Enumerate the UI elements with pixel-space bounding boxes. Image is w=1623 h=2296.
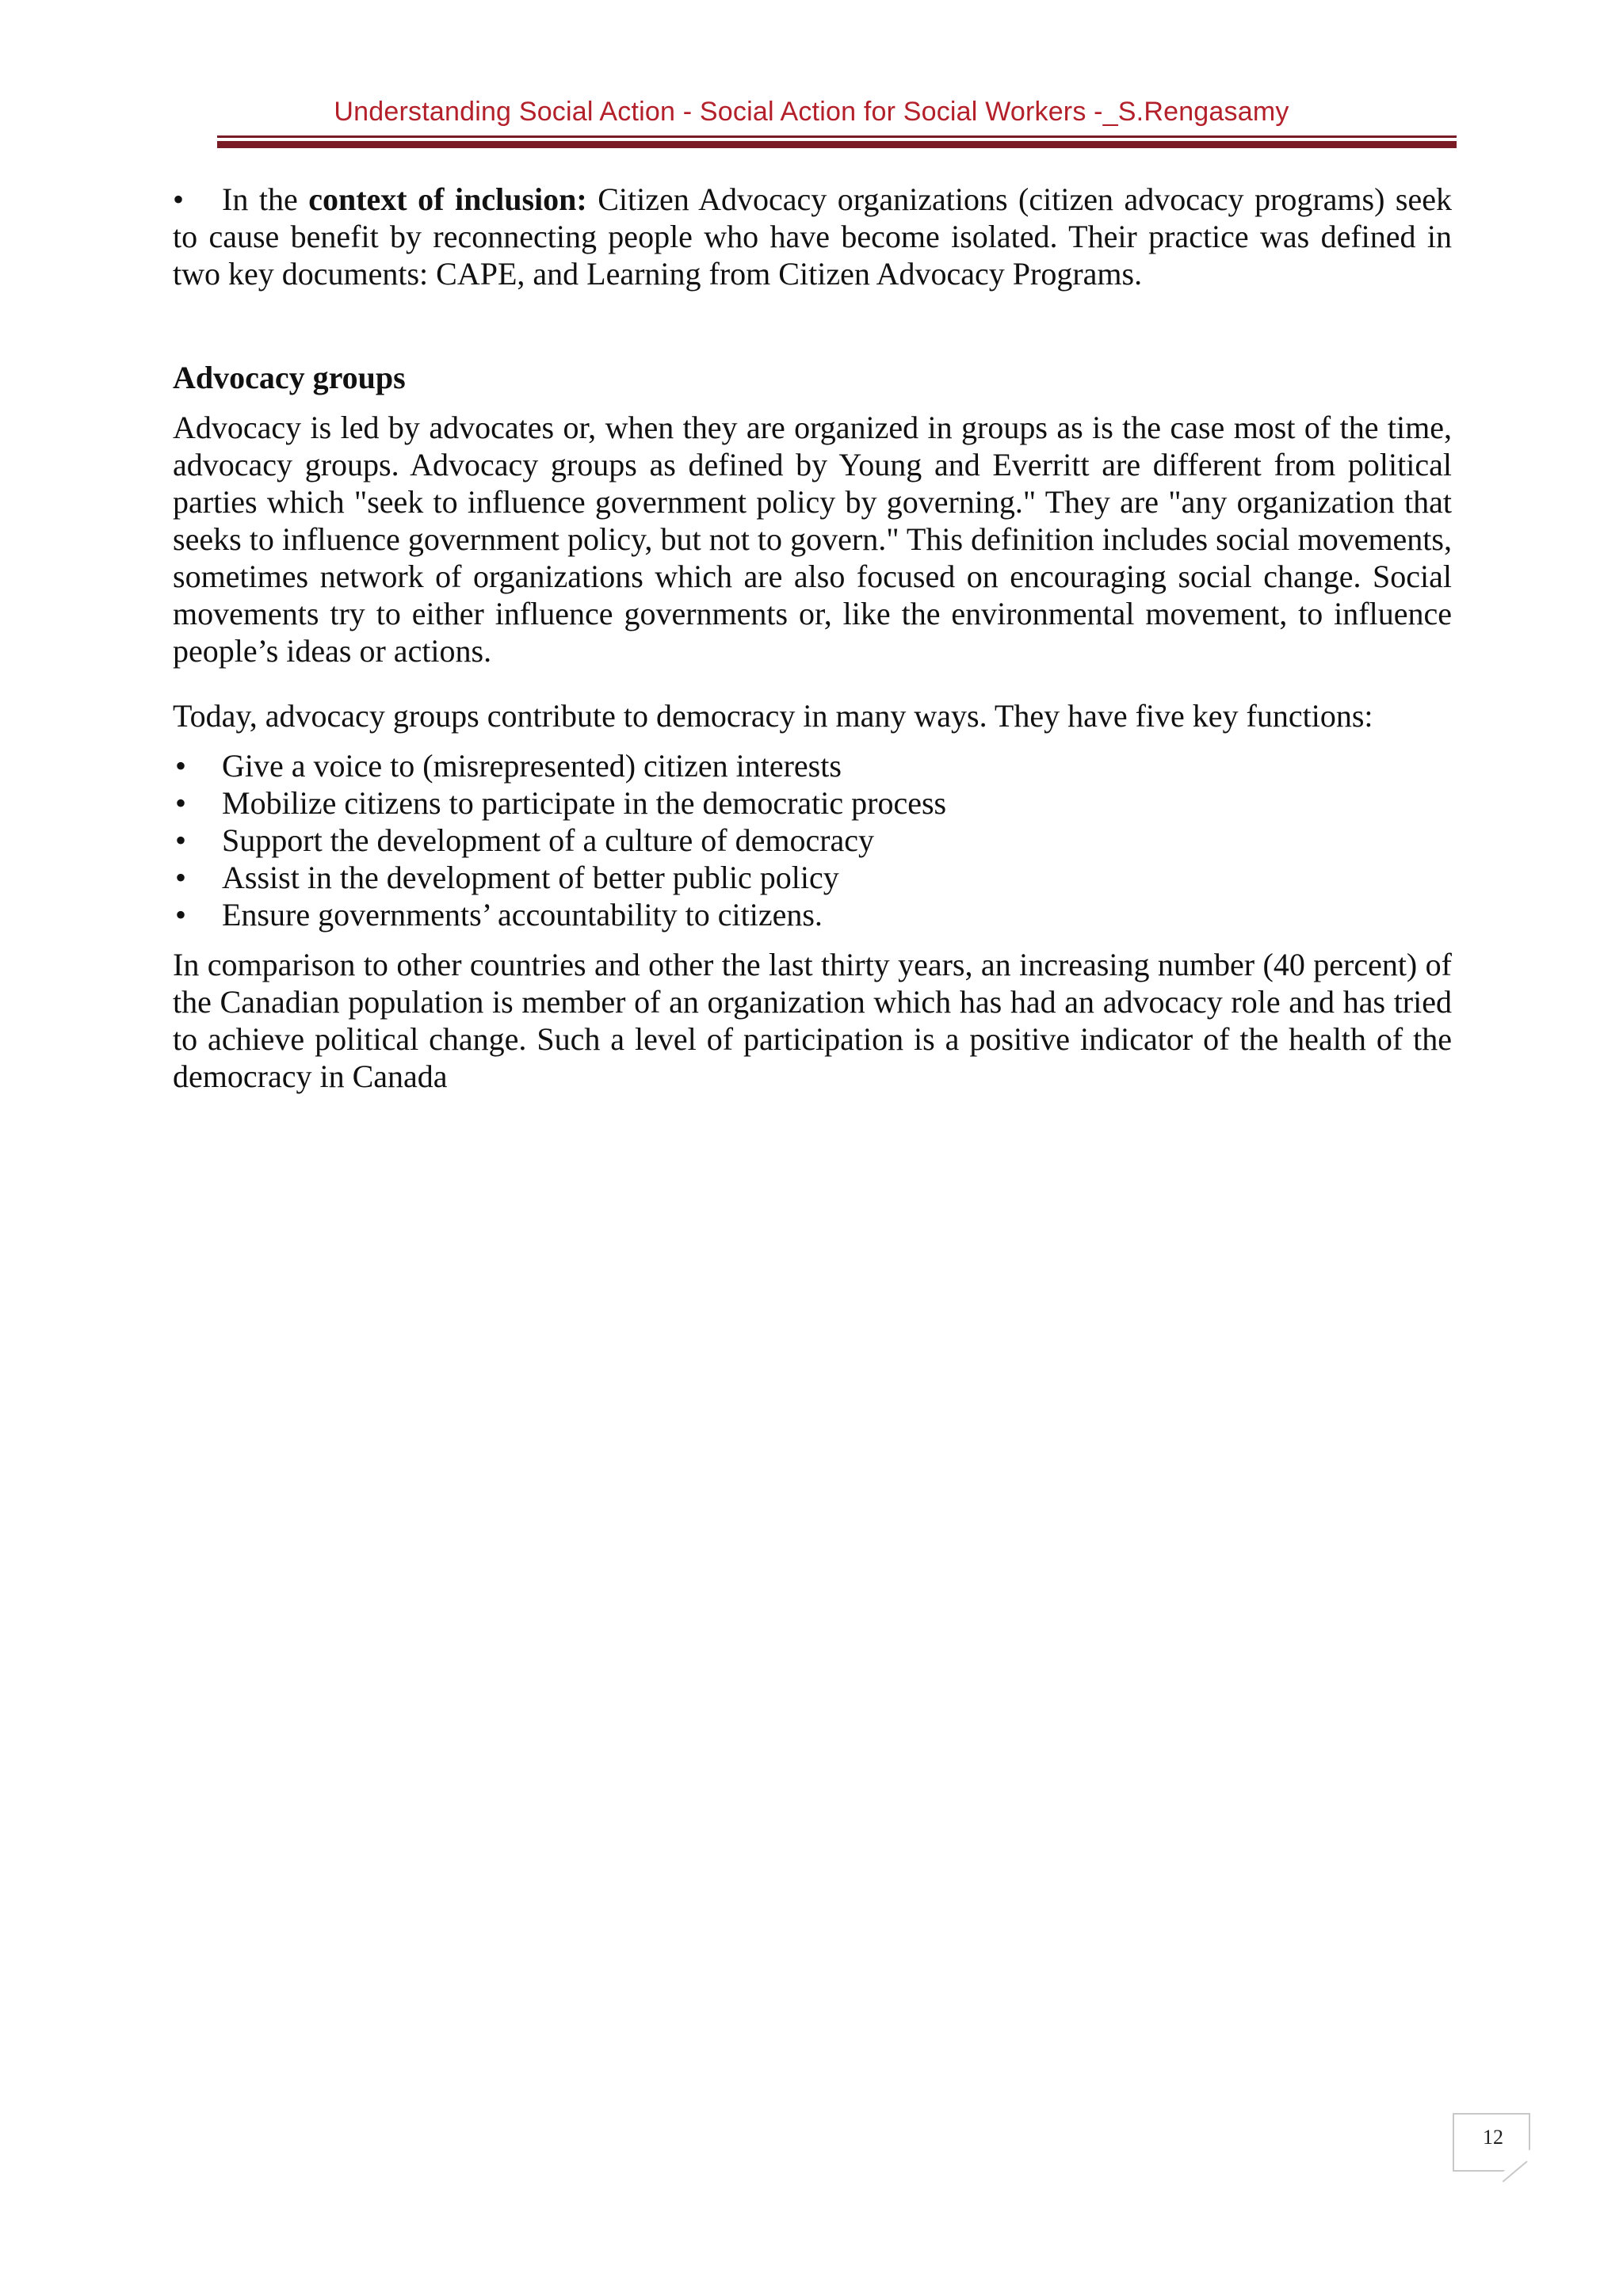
functions-list <box>173 747 1452 933</box>
intro-text: Citizen Advocacy organizations (citizen advocacy programs) seek to cause benefit by reconnecting people who have become isolated. Their practice was defined in two key documents: CAPE, and Learning from Citizen Advocacy Programs. <box>173 181 1453 292</box>
running-header: Understanding Social Action - Social Action for Social Workers -_S.Rengasamy <box>334 97 1289 127</box>
header-rule-thick <box>217 141 1457 148</box>
bullet-marker: • <box>174 897 186 933</box>
bullet-marker: • <box>174 822 186 858</box>
section-heading: Advocacy groups <box>173 360 406 395</box>
list-item: • Assist in the development of better public policy <box>173 859 1452 896</box>
bullet-marker: • <box>173 181 185 217</box>
advocacy-paragraph-3: In comparison to other countries and other the last thirty years, an increasing number (40 percent) of the Canadian population is member of an organization which has had an advocacy role and has tried to achieve political change. Such a level of participation is a positive indicator of the health of the democracy in Canada <box>173 947 1452 1094</box>
bullet-marker: • <box>174 785 186 821</box>
list-item: • Support the development of a culture of democracy <box>173 822 1452 859</box>
advocacy-paragraph-1: Advocacy is led by advocates or, when they are organized in groups as is the case most of the time, advocacy groups. Advocacy groups as defined by Young and Everritt are different from political parties which "seek to influence government policy by governing." They are "any organization that seeks to influence government policy, but not to govern." This definition includes social movements, sometimes network of organizations which are also focused on encouraging social change. Social movements try to either influence governments or, like the environmental movement, to influence people’s ideas or actions. <box>173 410 1452 669</box>
intro-bold-term: context of inclusion: <box>308 181 587 217</box>
list-item: • Mobilize citizens to participate in the democratic process <box>173 784 1452 822</box>
bullet-marker: • <box>174 748 186 784</box>
list-item: • Ensure governments’ accountability to citizens. <box>173 896 1452 933</box>
intro-prefix: In the <box>222 181 309 217</box>
header-rule-thin <box>217 135 1457 138</box>
page-body <box>173 181 1452 1095</box>
bullet-marker: • <box>174 860 186 895</box>
list-item: • Give a voice to (misrepresented) citizen interests <box>173 747 1452 784</box>
intro-bullet-paragraph <box>173 181 1452 292</box>
page-number: 12 <box>1483 2126 1503 2149</box>
page-number-badge <box>1453 2113 1530 2172</box>
advocacy-paragraph-2: Today, advocacy groups contribute to democracy in many ways. They have five key functions: <box>173 698 1373 734</box>
